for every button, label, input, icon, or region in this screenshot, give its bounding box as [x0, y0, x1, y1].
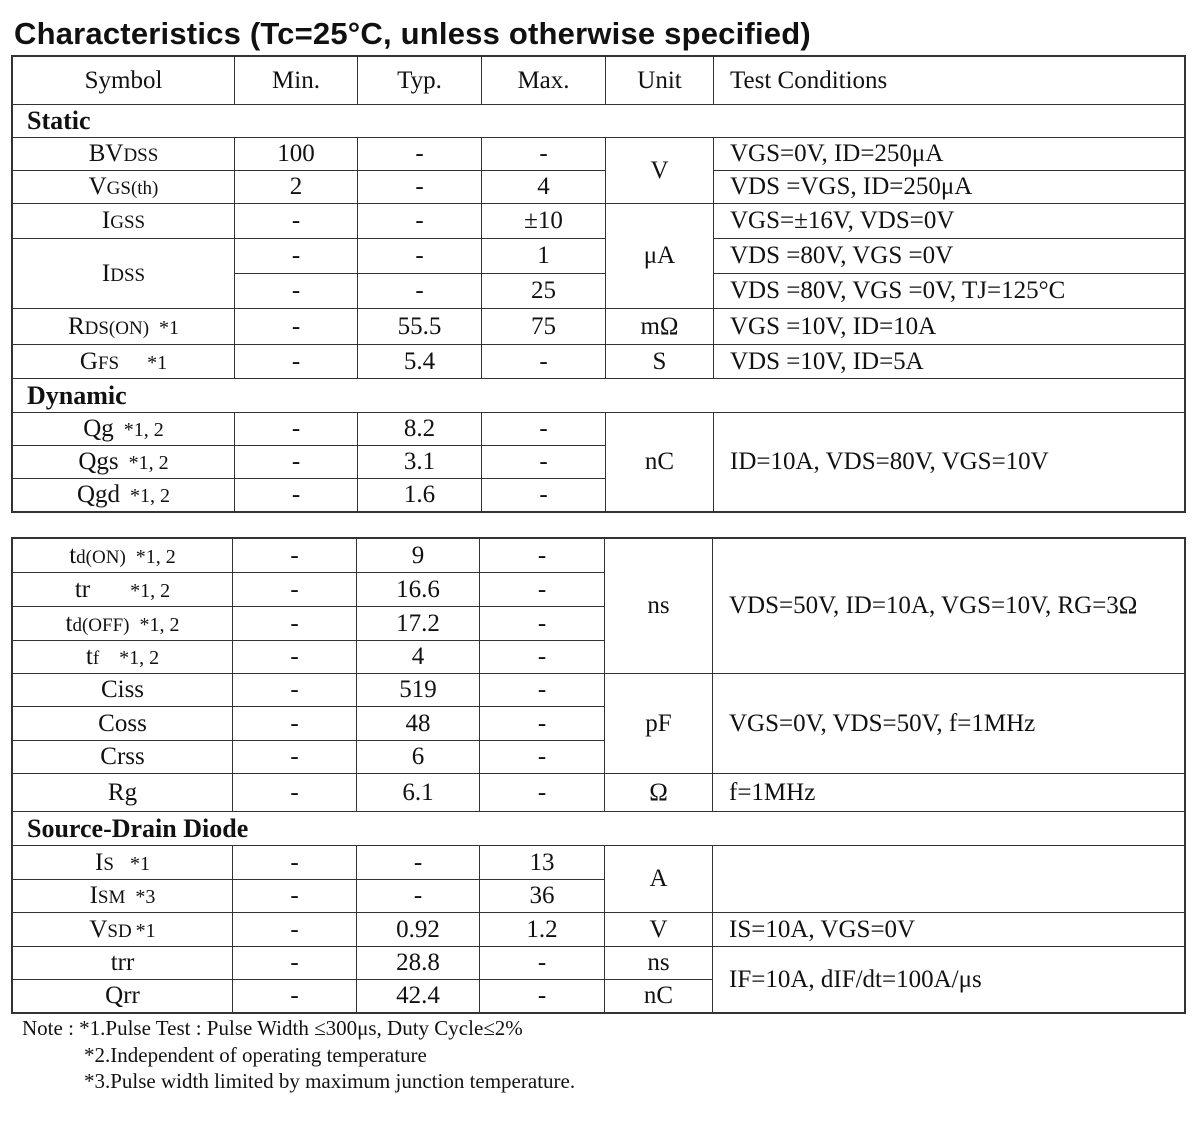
unit-cell: S: [606, 345, 714, 379]
header-symbol: Symbol: [13, 57, 235, 105]
max-value: -: [482, 138, 606, 171]
symbol: Crss: [13, 741, 233, 774]
test-condition: VDS=50V, ID=10A, VGS=10V, RG=3Ω: [713, 539, 1185, 674]
symbol: I: [89, 882, 98, 909]
min-value: -: [235, 446, 358, 479]
footnotes: [22, 1015, 575, 1095]
symbol: t: [85, 643, 93, 670]
unit-cell: μA: [606, 204, 714, 309]
symbol-subscript: d(ON): [76, 546, 126, 568]
symbol-subscript: SM: [97, 887, 126, 908]
symbol: I: [101, 207, 111, 234]
max-value: 25: [482, 274, 606, 309]
header-typ: Typ.: [358, 57, 482, 105]
test-condition-empty: [713, 846, 1185, 913]
test-condition: IF=10A, dIF/dt=100A/μs: [713, 947, 1185, 1013]
table-row: [13, 674, 1185, 707]
header-min: Min.: [235, 57, 358, 105]
typ-value: 519: [357, 674, 480, 707]
test-condition: ID=10A, VDS=80V, VGS=10V: [714, 413, 1185, 512]
min-value: -: [235, 274, 358, 309]
min-value: -: [233, 774, 357, 812]
footnote-1: Note : *1.Pulse Test : Pulse Width ≤300μs, Duty Cycle≤2%: [22, 1016, 523, 1040]
typ-value: 5.4: [358, 345, 482, 379]
typ-value: 48: [357, 707, 480, 741]
typ-value: 16.6: [357, 573, 480, 607]
max-value: -: [482, 446, 606, 479]
max-value: -: [480, 980, 605, 1013]
header-row: [13, 57, 1185, 105]
symbol-subscript: FS: [97, 352, 120, 374]
typ-value: 1.6: [358, 479, 482, 512]
footnote-ref: *1, 2: [128, 452, 169, 474]
footnote-ref: *1: [129, 852, 150, 875]
footnote-ref: *1, 2: [130, 579, 171, 602]
symbol: I: [101, 259, 111, 287]
symbol-subscript: GS(th): [106, 178, 159, 199]
table-row: [13, 413, 1185, 446]
symbol-subscript: f: [92, 648, 100, 669]
min-value: -: [235, 239, 358, 274]
typ-value: 17.2: [357, 607, 480, 641]
typ-value: 4: [357, 641, 480, 674]
table-row: [13, 345, 1185, 379]
footnote-ref: *1, 2: [123, 419, 164, 441]
min-value: -: [233, 741, 357, 774]
footnote-ref: *1: [135, 919, 156, 942]
max-value: -: [480, 947, 605, 980]
test-condition: VDS =10V, ID=5A: [714, 345, 1185, 379]
typ-value: 55.5: [358, 309, 482, 345]
test-condition: VDS =80V, VGS =0V: [714, 239, 1185, 274]
symbol-subscript: S: [103, 853, 114, 875]
symbol: BV: [88, 140, 124, 167]
footnote-3: *3.Pulse width limited by maximum junction temperature.: [84, 1069, 576, 1093]
max-value: -: [480, 539, 605, 573]
unit-cell: V: [606, 138, 714, 204]
table-row: [13, 947, 1185, 980]
typ-value: 42.4: [357, 980, 480, 1013]
footnote-ref: *1: [147, 351, 168, 374]
table-row: [13, 204, 1185, 239]
typ-value: -: [358, 171, 482, 204]
typ-value: 6: [357, 741, 480, 774]
test-condition: VGS=±16V, VDS=0V: [714, 204, 1185, 239]
max-value: ±10: [482, 204, 606, 239]
section-static: Static: [13, 105, 1185, 138]
test-condition: VGS=0V, VDS=50V, f=1MHz: [713, 674, 1185, 774]
max-value: -: [480, 573, 605, 607]
min-value: -: [235, 204, 358, 239]
unit-cell: Ω: [605, 774, 713, 812]
symbol-subscript: d(OFF): [72, 614, 130, 636]
symbol: trr: [13, 947, 233, 980]
typ-value: -: [358, 204, 482, 239]
characteristics-table-lower: [12, 538, 1185, 1013]
unit-cell: ns: [605, 539, 713, 674]
table-row: [13, 171, 1185, 204]
symbol: Coss: [13, 707, 233, 741]
symbol-subscript: DS(ON): [84, 317, 150, 339]
symbol: G: [79, 347, 98, 375]
max-value: 1: [482, 239, 606, 274]
symbol-subscript: GSS: [110, 212, 146, 233]
max-value: 13: [480, 846, 605, 880]
max-value: -: [480, 607, 605, 641]
table-row: [13, 846, 1185, 880]
unit-cell: V: [605, 913, 713, 947]
typ-value: 6.1: [357, 774, 480, 812]
typ-value: 9: [357, 539, 480, 573]
header-test-conditions: Test Conditions: [714, 57, 1185, 105]
min-value: -: [233, 641, 357, 674]
min-value: -: [233, 947, 357, 980]
symbol: V: [88, 173, 107, 200]
min-value: -: [233, 980, 357, 1013]
footnote-ref: *3: [135, 886, 156, 908]
table-row: [13, 138, 1185, 171]
unit-cell: mΩ: [606, 309, 714, 345]
test-condition: f=1MHz: [713, 774, 1185, 812]
footnote-ref: *1: [159, 316, 180, 339]
typ-value: 8.2: [358, 413, 482, 446]
symbol: Qrr: [13, 980, 233, 1013]
test-condition: VGS=0V, ID=250μA: [714, 138, 1185, 171]
footnote-ref: *1, 2: [119, 647, 160, 669]
characteristics-table-upper: [12, 56, 1185, 512]
test-condition: VDS =VGS, ID=250μA: [714, 171, 1185, 204]
unit-cell: nC: [606, 413, 714, 512]
symbol: t: [65, 609, 73, 637]
min-value: -: [235, 309, 358, 345]
min-value: -: [233, 573, 357, 607]
symbol: Qgs: [78, 448, 119, 475]
typ-value: -: [357, 846, 480, 880]
symbol: Ciss: [13, 674, 233, 707]
footnote-ref: *1, 2: [130, 485, 171, 507]
symbol: R: [67, 312, 85, 340]
table-row: [13, 774, 1185, 812]
unit-cell: nC: [605, 980, 713, 1013]
symbol-subscript: SD: [107, 920, 132, 942]
symbol-subscript: DSS: [123, 145, 159, 166]
min-value: 100: [235, 138, 358, 171]
typ-value: -: [358, 138, 482, 171]
table-row: [13, 539, 1185, 573]
table-row: [13, 913, 1185, 947]
symbol: Qg: [83, 415, 114, 442]
footnote-ref: *1, 2: [139, 613, 180, 636]
symbol: I: [95, 848, 104, 876]
min-value: -: [235, 479, 358, 512]
max-value: 1.2: [480, 913, 605, 947]
footnote-2: *2.Independent of operating temperature: [84, 1042, 427, 1067]
test-condition: IS=10A, VGS=0V: [713, 913, 1185, 947]
test-condition: VDS =80V, VGS =0V, TJ=125°C: [714, 274, 1185, 309]
max-value: -: [482, 413, 606, 446]
min-value: -: [233, 674, 357, 707]
typ-value: -: [357, 880, 480, 913]
min-value: -: [233, 607, 357, 641]
section-source-drain-diode: Source-Drain Diode: [13, 812, 1185, 846]
symbol-subscript: DSS: [110, 264, 146, 286]
min-value: -: [233, 846, 357, 880]
min-value: -: [233, 913, 357, 947]
max-value: -: [480, 674, 605, 707]
unit-cell: ns: [605, 947, 713, 980]
min-value: -: [233, 707, 357, 741]
symbol: Rg: [13, 774, 233, 812]
symbol: Qgd: [76, 481, 121, 508]
max-value: -: [480, 741, 605, 774]
max-value: -: [482, 345, 606, 379]
unit-cell: pF: [605, 674, 713, 774]
max-value: -: [480, 774, 605, 812]
max-value: -: [480, 707, 605, 741]
symbol: V: [89, 915, 108, 943]
max-value: 4: [482, 171, 606, 204]
test-condition: VGS =10V, ID=10A: [714, 309, 1185, 345]
symbol: tr: [74, 575, 91, 603]
unit-cell: A: [605, 846, 713, 913]
typ-value: -: [358, 239, 482, 274]
typ-value: 0.92: [357, 913, 480, 947]
min-value: 2: [235, 171, 358, 204]
typ-value: 28.8: [357, 947, 480, 980]
max-value: 75: [482, 309, 606, 345]
page-title: Characteristics (Tc=25°C, unless otherwise specified): [14, 16, 811, 51]
table-row: [13, 309, 1185, 345]
min-value: -: [235, 413, 358, 446]
typ-value: 3.1: [358, 446, 482, 479]
symbol: t: [69, 541, 77, 569]
min-value: -: [235, 345, 358, 379]
table-row: [13, 239, 1185, 274]
footnote-ref: *1, 2: [135, 545, 176, 568]
max-value: -: [482, 479, 606, 512]
min-value: -: [233, 880, 357, 913]
header-unit: Unit: [606, 57, 714, 105]
typ-value: -: [358, 274, 482, 309]
max-value: -: [480, 641, 605, 674]
min-value: -: [233, 539, 357, 573]
header-max: Max.: [482, 57, 606, 105]
section-dynamic: Dynamic: [13, 379, 1185, 413]
max-value: 36: [480, 880, 605, 913]
